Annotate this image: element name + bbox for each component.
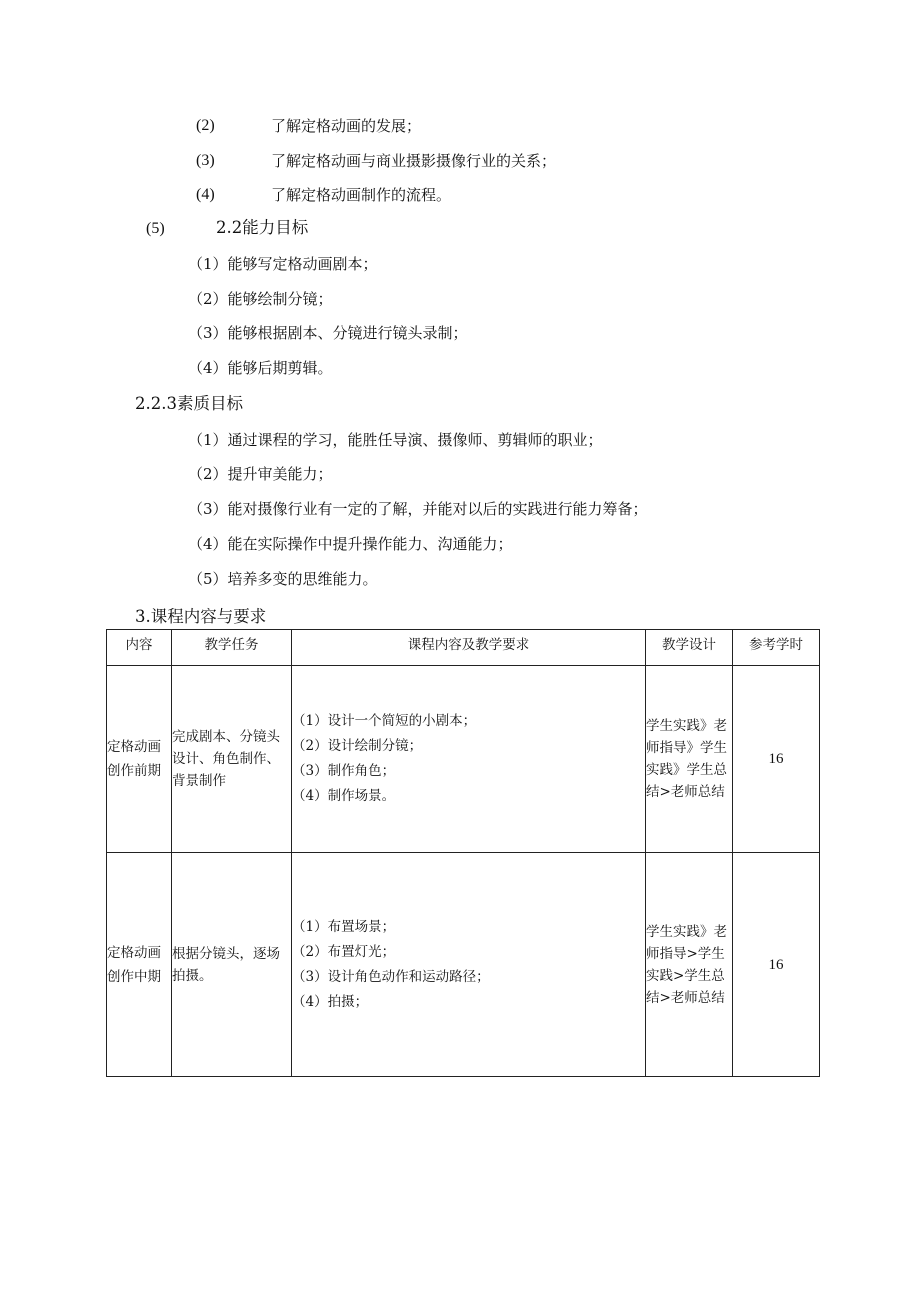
table-row (107, 853, 820, 1077)
row-1-task: 完成剧本、分镜头设计、角色制作、背景制作 (172, 666, 292, 853)
quality-item-5: （5）培养多变的思维能力。 (188, 570, 378, 588)
row-1-req-1: （1）设计一个简短的小剧本； (292, 713, 477, 729)
row-1-req-3: （3）制作角色； (292, 763, 396, 779)
knowledge-item-3-text: 了解定格动画与商业摄影摄像行业的关系； (271, 152, 557, 170)
table-row (107, 666, 820, 853)
course-content-table (106, 629, 820, 1077)
row-1-requirements (292, 666, 646, 853)
quality-item-3: （3）能对摄像行业有一定的了解，并能对以后的实践进行能力筹备； (188, 500, 648, 518)
header-requirements: 课程内容及教学要求 (292, 630, 646, 666)
quality-item-4: （4）能在实际操作中提升操作能力、沟通能力； (188, 535, 513, 553)
header-content: 内容 (107, 630, 172, 666)
row-2-design: 学生实践》老师指导>学生实践>学生总结>老师总结 (646, 853, 733, 1077)
row-2-content: 定格动画创作中期 (107, 853, 172, 1077)
section-3-title: 3.课程内容与要求 (135, 607, 267, 626)
quality-item-1: （1）通过课程的学习，能胜任导演、摄像师、剪辑师的职业； (188, 431, 603, 449)
row-1-req-2: （2）设计绘制分镜； (292, 738, 423, 754)
ability-item-1: （1）能够写定格动画剧本； (188, 255, 378, 273)
ability-item-3: （3）能够根据剧本、分镜进行镜头录制； (188, 324, 468, 342)
header-task: 教学任务 (172, 630, 292, 666)
row-1-req-4: （4）制作场景。 (292, 788, 396, 804)
ability-item-4: （4）能够后期剪辑。 (188, 359, 333, 377)
row-2-requirements (292, 853, 646, 1077)
header-design: 教学设计 (646, 630, 733, 666)
ability-heading: 2.2能力目标 (216, 218, 309, 237)
knowledge-item-3-number: (3) (196, 152, 215, 169)
table-header-row (107, 630, 820, 666)
row-2-req-3: （3）设计角色动作和运动路径； (292, 968, 490, 985)
knowledge-item-2-number: (2) (196, 117, 215, 134)
quality-item-2: （2）提升审美能力； (188, 465, 333, 483)
row-2-req-1: （1）布置场景； (292, 918, 396, 935)
row-2-hours: 16 (733, 853, 820, 1077)
knowledge-item-4-text: 了解定格动画制作的流程。 (271, 186, 452, 204)
quality-heading: 2.2.3素质目标 (135, 394, 243, 413)
row-2-task: 根据分镜头，逐场拍摄。 (172, 853, 292, 1077)
ability-item-2: （2）能够绘制分镜； (188, 290, 333, 308)
row-1-design: 学生实践》老师指导》学生实践》学生总结>老师总结 (646, 666, 733, 853)
row-2-req-4: （4）拍摄； (292, 993, 369, 1010)
row-2-req-2: （2）布置灯光； (292, 943, 396, 960)
ability-heading-number: (5) (146, 220, 165, 237)
knowledge-item-4-number: (4) (196, 186, 215, 203)
header-hours: 参考学时 (733, 630, 820, 666)
row-1-content: 定格动画创作前期 (107, 666, 172, 853)
knowledge-item-2-text: 了解定格动画的发展； (271, 117, 422, 135)
row-1-hours: 16 (733, 666, 820, 853)
